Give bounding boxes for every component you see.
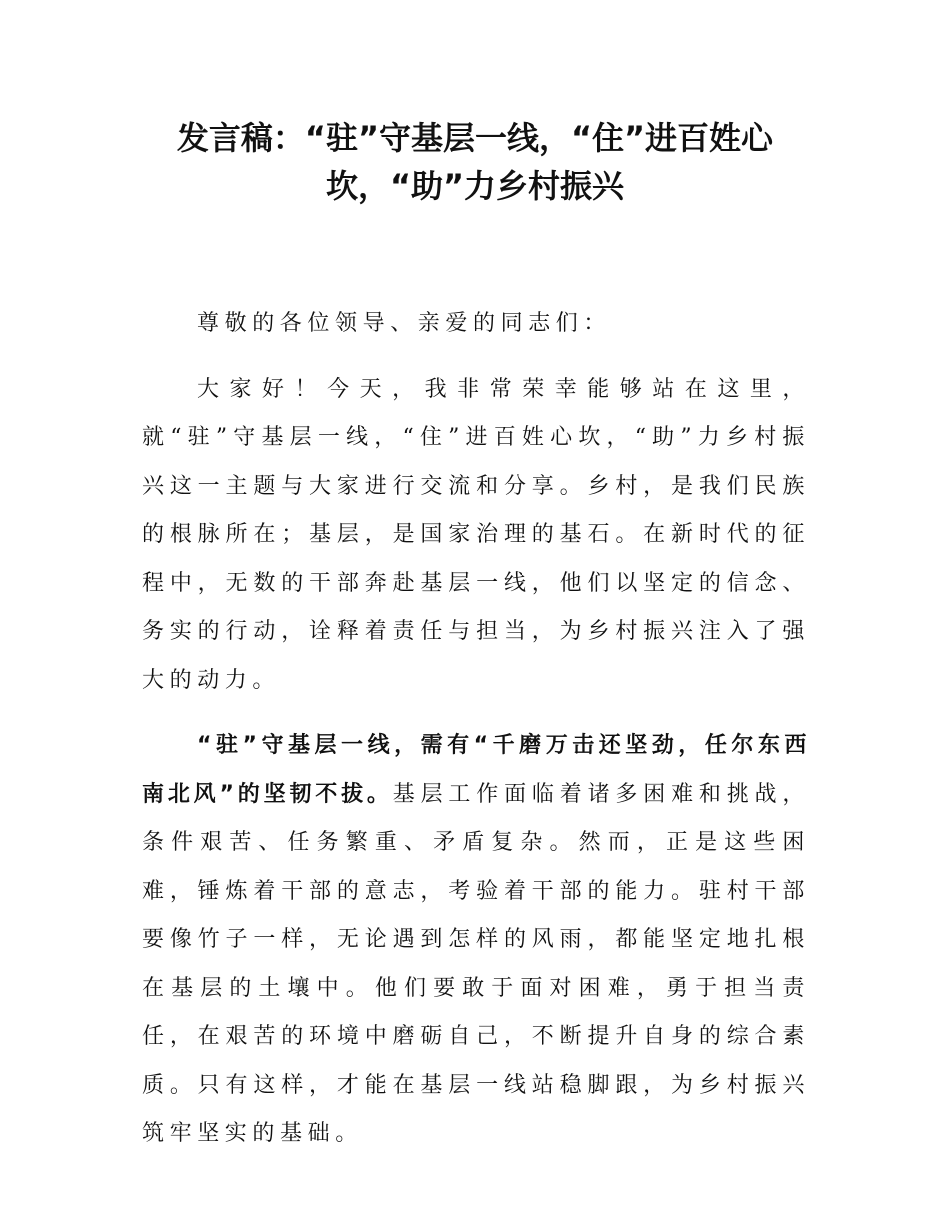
paragraph-2-lead: “驻”守基层一线，需有“千磨万击还坚劲，任尔东西南北风”的坚韧不拔。 — [142, 733, 810, 807]
paragraph-1-text: 大家好！今天，我非常荣幸能够站在这里，就“驻”守基层一线，“住”进百姓心坎，“助”力乡村振兴这一主题与大家进行交流和分享。乡村，是我们民族的根脉所在；基层，是国家治理的基石。在新时代的征程中，无数的干部奔赴基层一线，他们以坚定的信念、务实的行动，诠释着责任与担当，为乡村振兴注入了强大的动力。 — [142, 376, 810, 693]
paragraph-2 — [142, 722, 810, 1159]
paragraph-2-text: 基层工作面临着诸多困难和挑战，条件艰苦、任务繁重、矛盾复杂。然而，正是这些困难，锤炼着干部的意志，考验着干部的能力。驻村干部要像竹子一样，无论遇到怎样的风雨，都能坚定地扎根在基层的土壤中。他们要敢于面对困难，勇于担当责任，在艰苦的环境中磨砺自己，不断提升自身的综合素质。只有这样，才能在基层一线站稳脚跟，为乡村振兴筑牢坚实的基础。 — [142, 781, 810, 1146]
document-title: 发言稿：“驻”守基层一线，“住”进百姓心坎，“助”力乡村振兴 — [176, 119, 774, 205]
document-body — [142, 300, 810, 1176]
salutation: 尊敬的各位领导、亲爱的同志们： — [197, 311, 612, 336]
paragraph-1 — [142, 366, 810, 706]
